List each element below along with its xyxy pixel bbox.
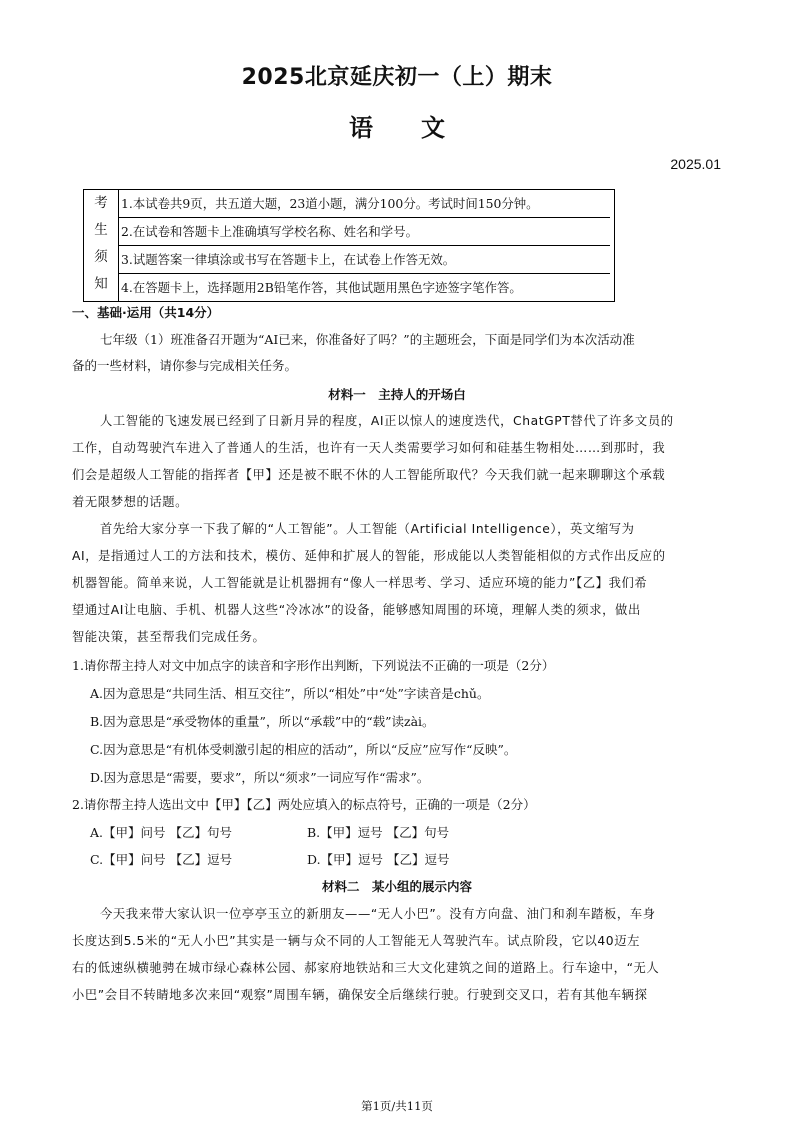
notice-label [84, 190, 119, 302]
notice-item: 4.在答题卡上，选择题用2B铅笔作答，其他试题用黑色字迹签字笔作答。 [120, 280, 522, 295]
notice-item: 3.试题答案一律填涂或书写在答题卡上，在试卷上作答无效。 [119, 246, 610, 274]
exam-date: 2025.01 [670, 156, 721, 172]
notice-label-char: 须 [94, 249, 108, 265]
page-number: 第1页/共11页 [361, 1099, 433, 1113]
question-1-option: A.因为意思是“共同生活、相互交往”，所以“相处”中“处”字读音是chǔ。 [90, 686, 490, 701]
intro-line: 七年级（1）班准备召开题为“AI已来，你准备好了吗？”的主题班会，下面是同学们为本次活动准 [100, 332, 635, 347]
material-2-line: 小巴”会目不转睛地多次来回“观察”周围车辆，确保安全后继续行驶。行驶到交叉口，若有其他车辆探 [72, 988, 648, 1002]
question-2-stem: 2.请你帮主持人选出文中【甲】【乙】两处应填入的标点符号，正确的一项是（2分） [72, 797, 536, 812]
notice-label-char: 生 [94, 222, 108, 238]
material-2-line: 长度达到5.5米的“无人小巴”其实是一辆与众不同的人工智能无人驾驶汽车。试点阶段，它以40迈左 [72, 934, 641, 948]
notice-label-char: 知 [94, 276, 108, 292]
question-1-option: D.因为意思是“需要，要求”，所以“须求”一词应写作“需求”。 [90, 770, 430, 785]
material-1-line: 机器智能。简单来说，人工智能就是让机器拥有“像人一样思考、学习、适应环境的能力”【乙】我们希 [72, 576, 648, 590]
exam-notice-box [83, 189, 615, 302]
notice-item: 2.在试卷和答题卡上准确填写学校名称、姓名和学号。 [119, 218, 610, 246]
question-1-stem: 1.请你帮主持人对文中加点字的读音和字形作出判断，下列说法不正确的一项是（2分） [72, 658, 555, 673]
material-1-line: 着无限梦想的话题。 [72, 495, 189, 509]
question-2-option: D.【甲】逗号 【乙】逗号 [307, 852, 450, 867]
material-1-line: 首先给大家分享一下我了解的“人工智能”。人工智能（Artificial Intelligence），英文缩写为 [100, 522, 635, 536]
material-1-title: 材料一 主持人的开场白 [328, 387, 466, 402]
material-2-line: 今天我来带大家认识一位亭亭玉立的新朋友——“无人小巴”。没有方向盘、油门和刹车踏板，车身 [100, 907, 656, 921]
page-title: 2025北京延庆初一（上）期末 [241, 65, 553, 90]
section-heading: 一、基础·运用（共14分） [72, 305, 220, 320]
intro-line: 备的一些材料，请你参与完成相关任务。 [72, 358, 298, 373]
subject-char-2: 文 [421, 114, 445, 142]
question-2-option: B.【甲】逗号 【乙】句号 [307, 825, 450, 840]
notice-label-char: 考 [94, 195, 108, 211]
material-1-line: AI，是指通过人工的方法和技术，模仿、延伸和扩展人的智能，形成能以人类智能相似的方式作出反应的 [72, 549, 666, 563]
material-2-line: 右的低速纵横驰骋在城市绿心森林公园、郝家府地铁站和三大文化建筑之间的道路上。行车途中，“无人 [72, 961, 660, 975]
notice-item: 1.本试卷共9页，共五道大题，23道小题，满分100分。考试时间150分钟。 [119, 190, 610, 218]
material-1-line: 人工智能的飞速发展已经到了日新月异的程度，AI正以惊人的速度迭代，ChatGPT替代了许多文员的 [100, 414, 674, 428]
material-1-line: 望通过AI让电脑、手机、机器人这些“冷冰冰”的设备，能够感知周围的环境，理解人类的须求，做出 [72, 603, 641, 617]
material-1-line: 们会是超级人工智能的指挥者【甲】还是被不眠不休的人工智能所取代？今天我们就一起来聊聊这个承载 [72, 468, 666, 482]
notice-items [119, 190, 615, 302]
question-2-option: C.【甲】问号 【乙】逗号 [90, 852, 233, 867]
question-1-option: B.因为意思是“承受物体的重量”，所以“承载”中的“载”读zài。 [90, 714, 435, 729]
subject-char-1: 语 [349, 114, 373, 142]
material-2-title: 材料二 某小组的展示内容 [321, 879, 472, 894]
question-2-option: A.【甲】问号 【乙】句号 [90, 825, 232, 840]
material-1-line: 工作，自动驾驶汽车进入了普通人的生活，也许有一天人类需要学习如何和硅基生物相处……到那时，我 [72, 441, 666, 455]
material-1-line: 智能决策，甚至帮我们完成任务。 [72, 630, 266, 644]
subject-title [0, 108, 794, 143]
question-1-option: C.因为意思是“有机体受刺激引起的相应的活动”，所以“反应”应写作“反映”。 [90, 742, 517, 757]
